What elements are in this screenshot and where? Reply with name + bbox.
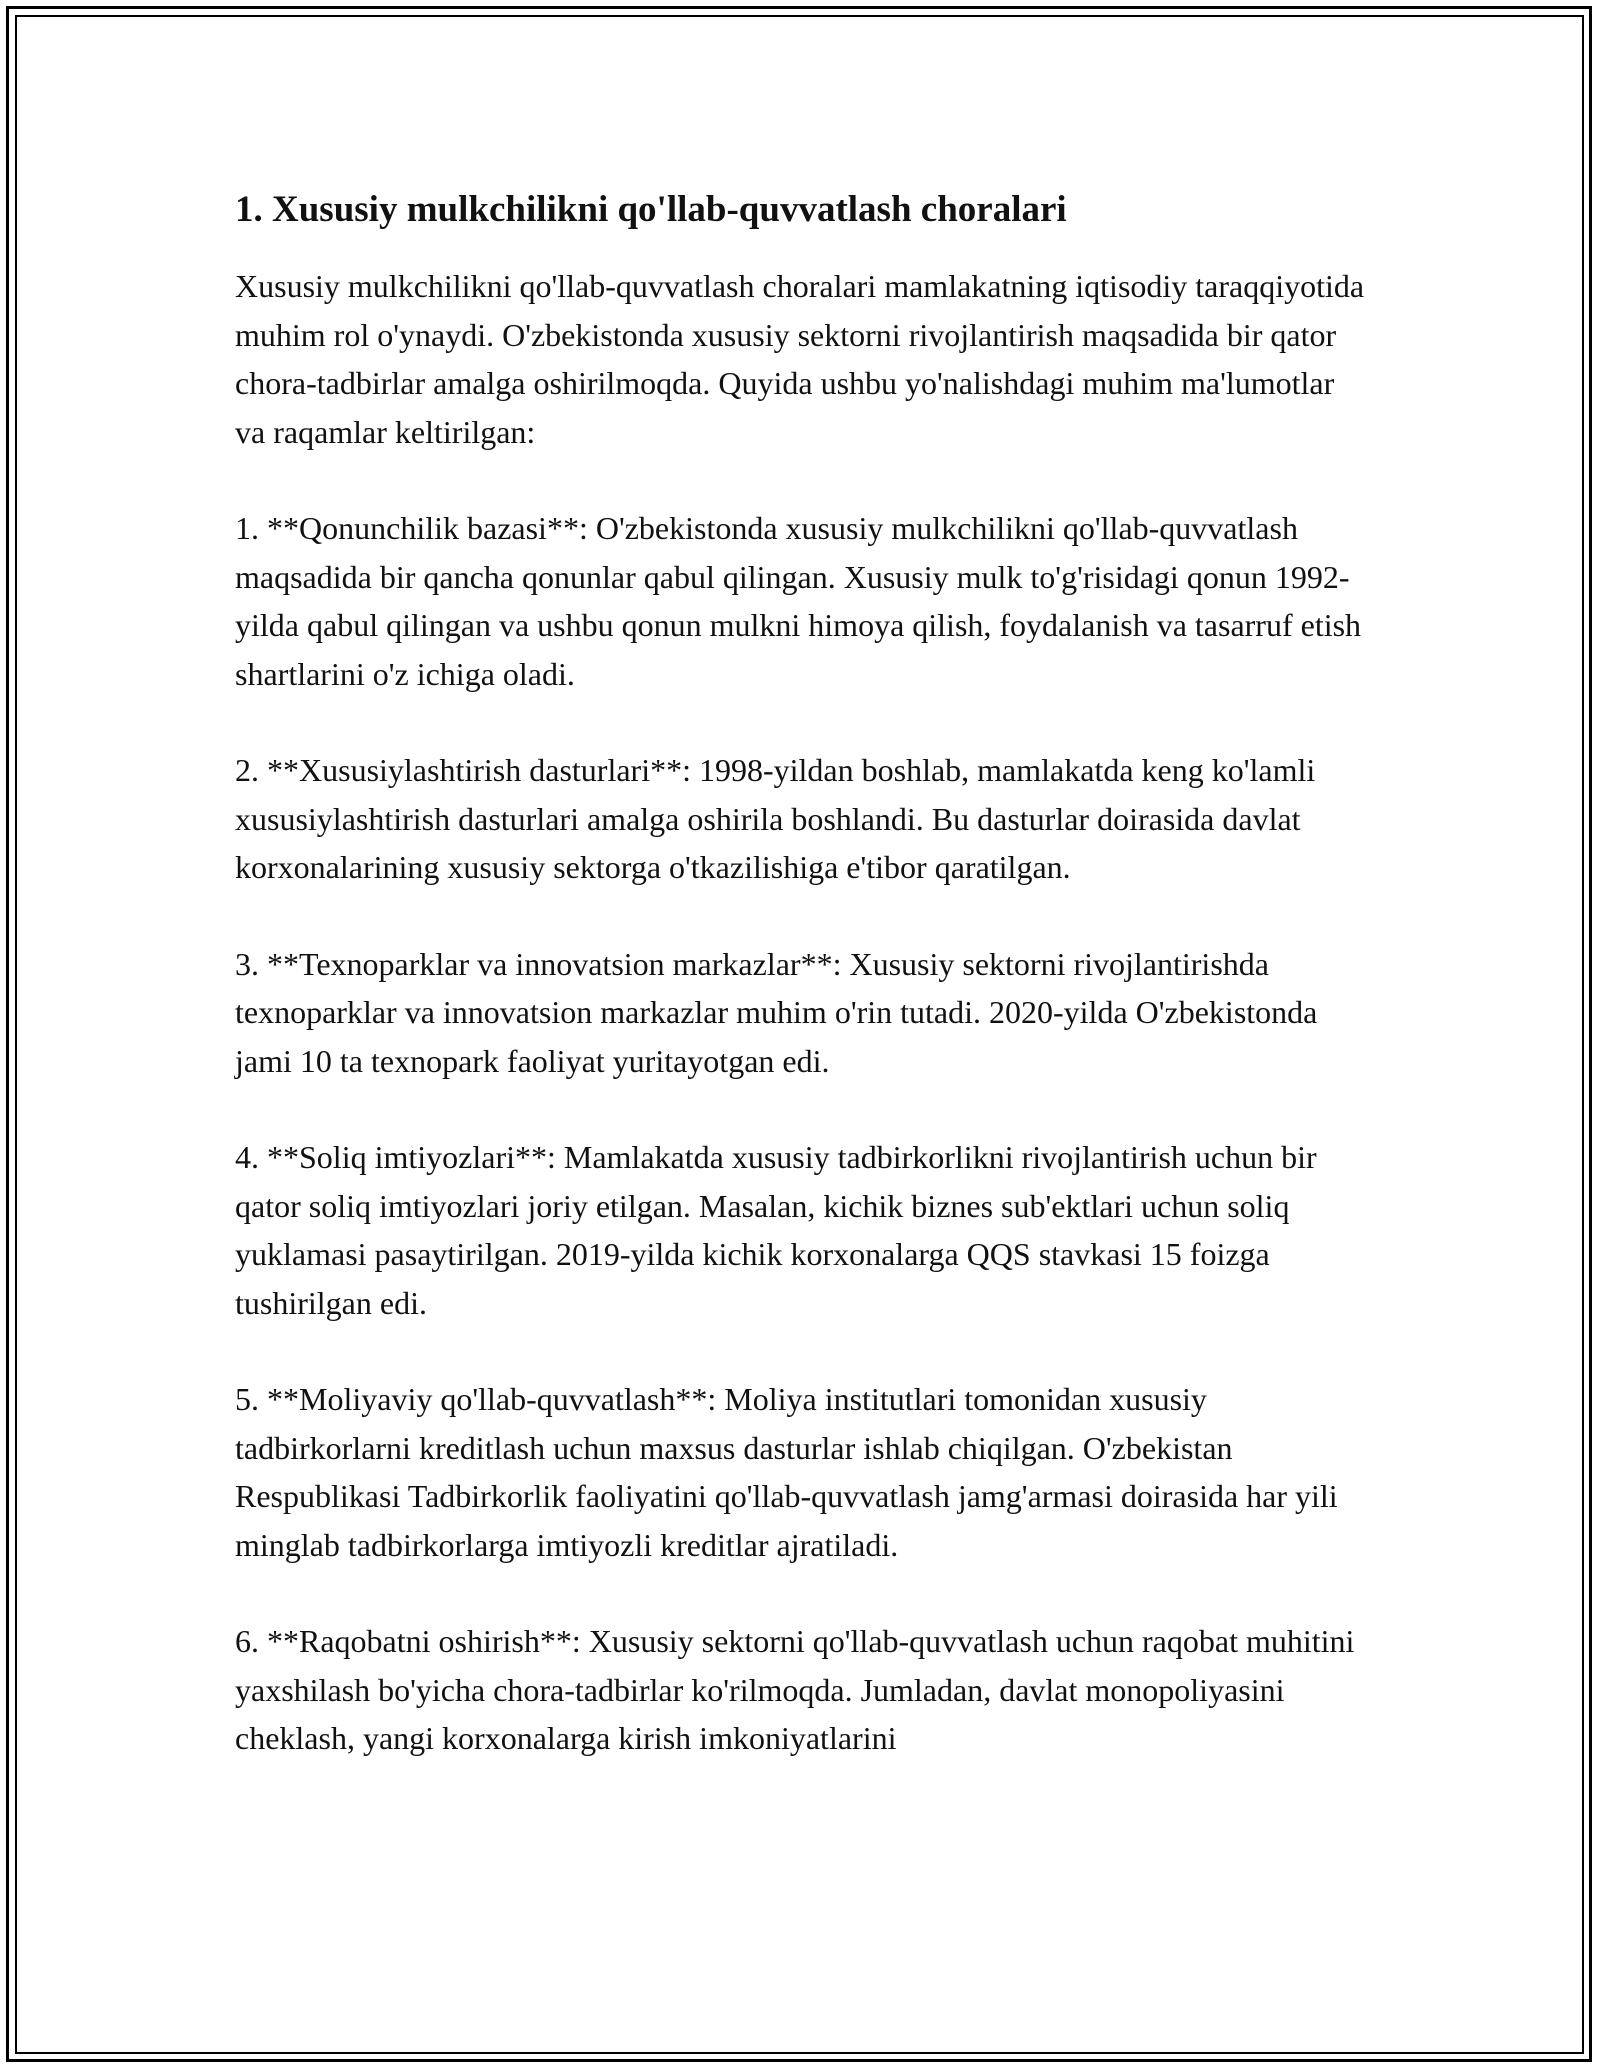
paragraph-competition: 6. **Raqobatni oshirish**: Xususiy sektorni qo'llab-quvvatlash uchun raqobat muhitini yaxshilash bo'yicha chora-tadbirlar ko'rilmoqda. Jumladan, davlat monopoliyasini cheklash, yangi korxonalarga kirish imkoniyatlarini (235, 1623, 1355, 1757)
paragraph-privatization: 2. **Xususiylashtirish dasturlari**: 1998-yildan boshlab, mamlakatda keng ko'lamli xususiylashtirish dasturlari amalga oshirila boshlandi. Bu dasturlar doirasida davlat korxonalarining xususiy sektorga o'tkazilishiga e'tibor qaratilgan. (235, 752, 1316, 886)
paragraph-tax-benefits: 4. **Soliq imtiyozlari**: Mamlakatda xususiy tadbirkorlikni rivojlantirish uchun bir qator soliq imtiyozlari joriy etilgan. Masalan, kichik biznes sub'ektlari uchun soliq yuklamasi pasaytirilgan. 2019-yilda kichik korxonalarga QQS stavkasi 15 foizga tushirilgan edi. (235, 1139, 1317, 1321)
intro-paragraph: Xususiy mulkchilikni qo'llab-quvvatlash choralari mamlakatning iqtisodiy taraqqiyotida muhim rol o'ynaydi. O'zbekistonda xususiy sektorni rivojlantirish maqsadida bir qator chora-tadbirlar amalga oshirilmoqda. Quyida ushbu yo'nalishdagi muhim ma'lumotlar va raqamlar keltirilgan: (235, 268, 1365, 450)
document-title: 1. Xususiy mulkchilikni qo'llab-quvvatlash choralari (235, 189, 1067, 230)
paragraph-legislation: 1. **Qonunchilik bazasi**: O'zbekistonda xususiy mulkchilikni qo'llab-quvvatlash maqsadida bir qancha qonunlar qabul qilingan. Xususiy mulk to'g'risidagi qonun 1992-yilda qabul qilingan va ushbu qonun mulkni himoya qilish, foydalanish va tasarruf etish shartlarini o'z ichiga oladi. (235, 510, 1362, 692)
document-body (235, 186, 1365, 1811)
paragraph-financial-support: 5. **Moliyaviy qo'llab-quvvatlash**: Moliya institutlari tomonidan xususiy tadbirkorlarni kreditlash uchun maxsus dasturlar ishlab chiqilgan. O'zbekistan Respublikasi Tadbirkorlik faoliyatini qo'llab-quvvatlash jamg'armasi doirasida har yili minglab tadbirkorlarga imtiyozli kreditlar ajratiladi. (235, 1381, 1338, 1563)
paragraph-technoparks: 3. **Texnoparklar va innovatsion markazlar**: Xususiy sektorni rivojlantirishda texnoparklar va innovatsion markazlar muhim o'rin tutadi. 2020-yilda O'zbekistonda jami 10 ta texnopark faoliyat yuritayotgan edi. (235, 945, 1318, 1079)
